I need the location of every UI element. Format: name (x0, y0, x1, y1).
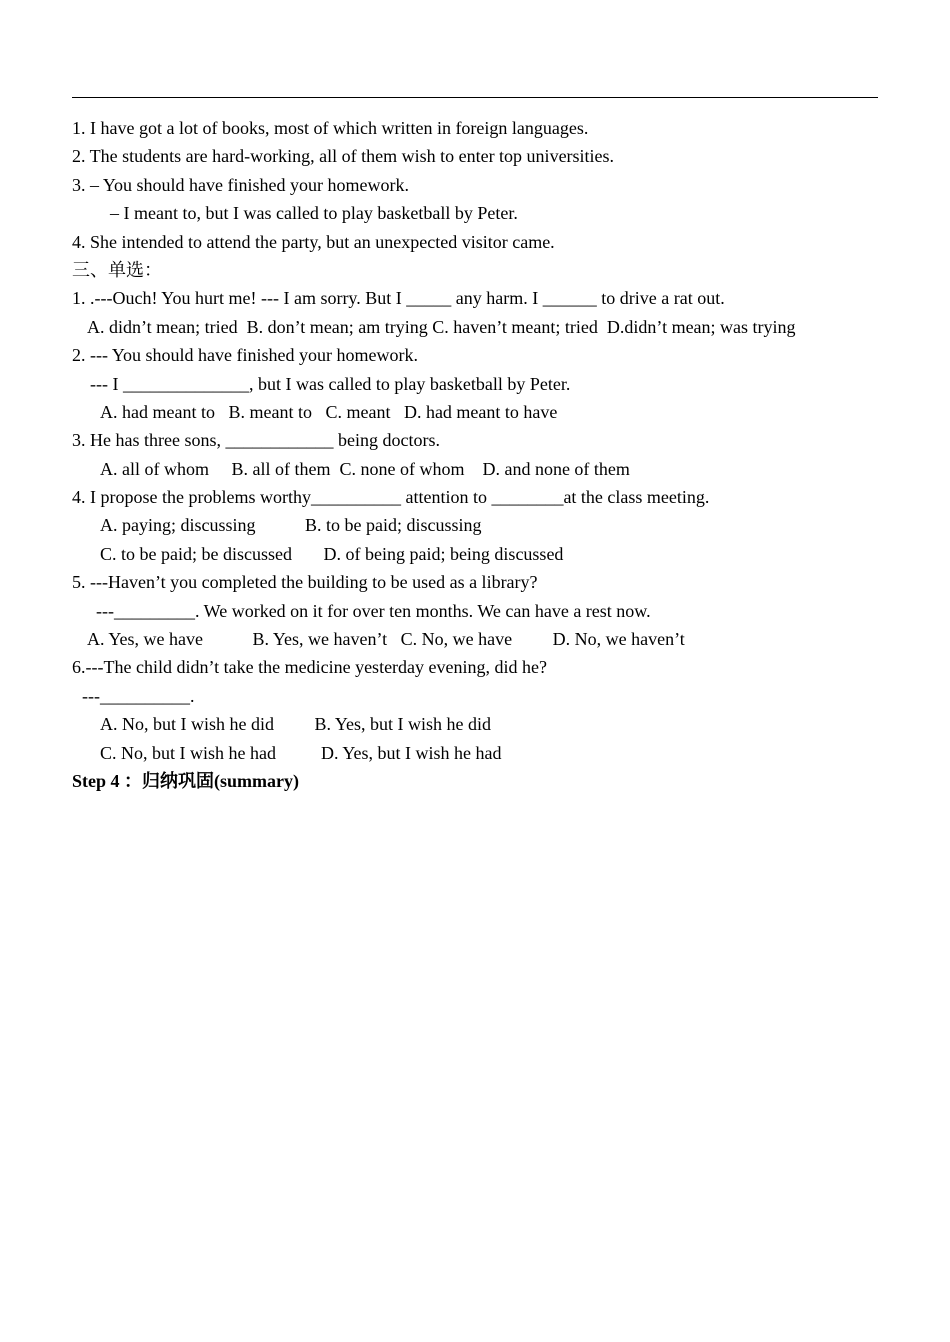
question-5-stem: 5. ---Haven’t you completed the building to be used as a library? (72, 572, 538, 593)
review-sentence-3-reply: – I meant to, but I was called to play basketball by Peter. (110, 203, 518, 224)
review-sentence-2: 2. The students are hard-working, all of them wish to enter top universities. (72, 146, 615, 167)
review-sentence-4: 4. She intended to attend the party, but an unexpected visitor came. (72, 231, 555, 252)
header-rule (72, 97, 878, 98)
question-2-stem: 2. --- You should have finished your homework. (72, 345, 418, 366)
question-5-stem-reply: ---_________. We worked on it for over ten months. We can have a rest now. (96, 600, 651, 621)
question-5-options: A. Yes, we have B. Yes, we haven’t C. No, we have D. No, we haven’t (87, 629, 685, 650)
question-3-options: A. all of whom B. all of them C. none of whom D. and none of them (100, 458, 630, 479)
question-3-stem: 3. He has three sons, ____________ being doctors. (72, 430, 440, 451)
question-4-options-row-1: A. paying; discussing B. to be paid; discussing (100, 515, 482, 536)
review-sentence-1: 1. I have got a lot of books, most of which written in foreign languages. (72, 118, 589, 138)
question-6-options-row-1: A. No, but I wish he did B. Yes, but I wish he did (100, 714, 492, 735)
question-1-stem: 1. .---Ouch! You hurt me! --- I am sorry. But I _____ any harm. I ______ to drive a rat out. (72, 288, 725, 309)
question-6-options-row-2: C. No, but I wish he had D. Yes, but I wish he had (100, 742, 502, 763)
review-sentence-3: 3. – You should have finished your homework. (72, 174, 409, 195)
question-6-stem: 6.---The child didn’t take the medicine yesterday evening, did he? (72, 657, 547, 678)
question-4-options-row-2: C. to be paid; be discussed D. of being paid; being discussed (100, 543, 564, 564)
question-4-stem: 4. I propose the problems worthy__________ attention to ________at the class meeting. (72, 487, 710, 508)
worksheet-body (72, 114, 878, 795)
question-6-stem-reply: ---__________. (82, 685, 195, 706)
question-2-stem-reply: --- I ______________, but I was called to play basketball by Peter. (90, 373, 571, 394)
question-2-options: A. had meant to B. meant to C. meant D. had meant to have (100, 401, 558, 422)
step-heading: Step 4 ：归纳巩固(summary) (72, 770, 299, 791)
section-heading: 三、单选： (72, 259, 162, 280)
question-1-options: A. didn’t mean; tried B. don’t mean; am trying C. haven’t meant; tried D.didn’t mean; was trying (87, 316, 796, 337)
